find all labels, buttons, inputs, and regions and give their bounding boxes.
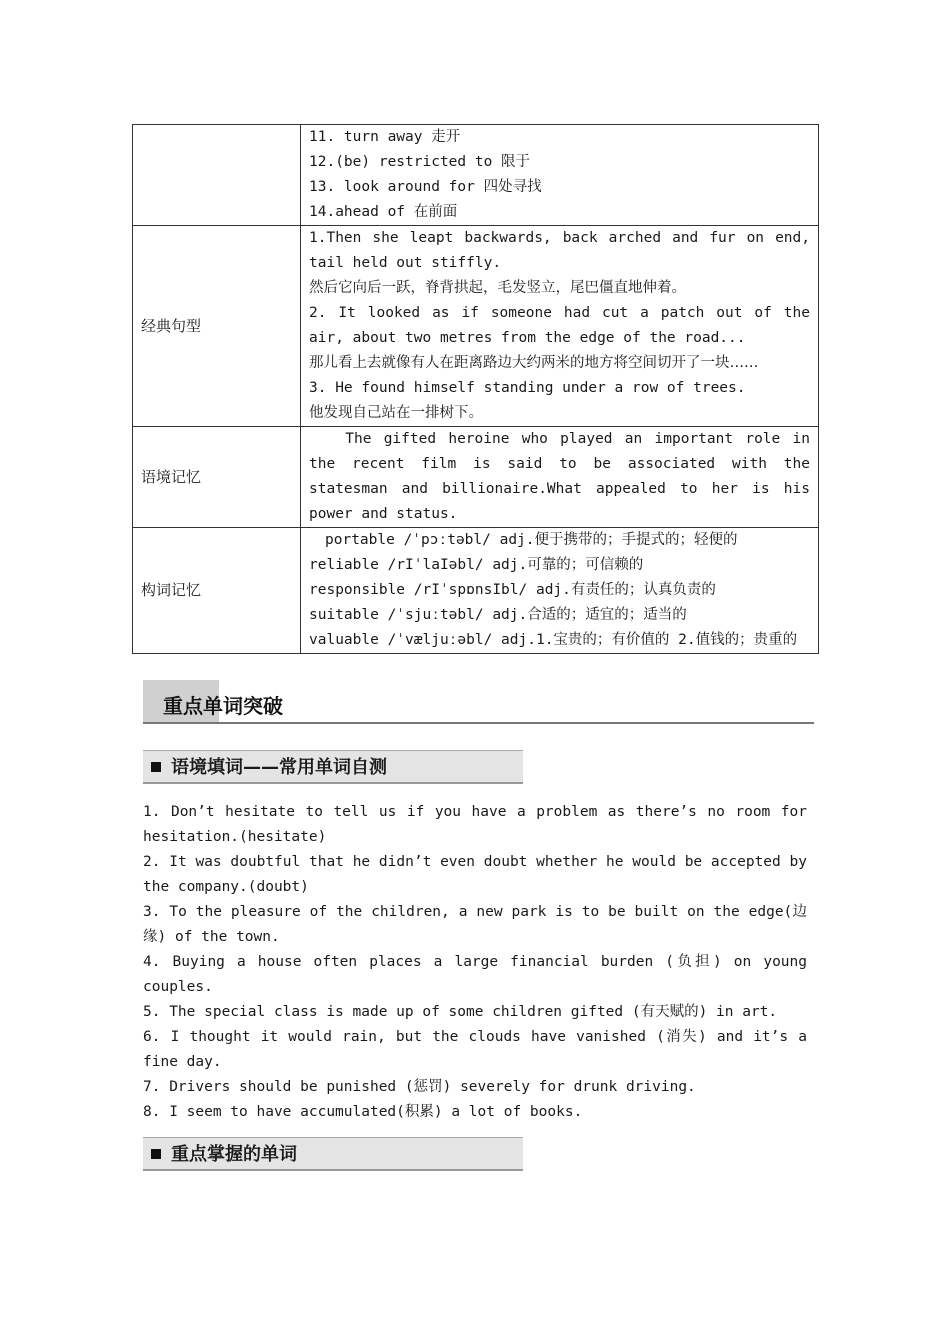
table-row-context [133,427,819,528]
row-label: 经典句型 [133,226,301,427]
word-entry: valuable /ˈvæljuːəbl/ adj.1.宝贵的；有价值的 2.值钱的；贵重的 [309,632,798,648]
exercise-item: 8. I seem to have accumulated(积累) a lot of books. [143,1104,583,1120]
square-bullet-icon [151,762,161,772]
vocabulary-table [132,124,819,654]
word-entry: responsible /rIˈspɒnsIbl/ adj.有责任的；认真负责的 [309,582,716,598]
word-entry: portable /ˈpɔːtəbl/ adj.便于携带的；手提式的；轻便的 [325,532,738,548]
exercise-item: 1. Don’t hesitate to tell us if you have a problem as there’s no room for hesitation.(hesitate) [143,804,807,845]
context-text: The gifted heroine who played an important role in the recent film is said to be associated with the statesman and billionaire.What appealed to her is his power and status. [309,431,810,522]
row-label: 语境记忆 [133,427,301,528]
phrase-item: 14.ahead of 在前面 [309,204,458,220]
subsection-title: 重点掌握的单词 [171,1144,297,1165]
sentence-en: 1.Then she leapt backwards, back arched and fur on end, tail held out stiffly. [309,230,810,271]
row-label [133,125,301,226]
word-entry: reliable /rIˈlaIəbl/ adj.可靠的；可信赖的 [309,557,644,573]
square-bullet-icon [151,1149,161,1159]
sentence-list [301,226,819,427]
sentence-en: 2. It looked as if someone had cut a patch out of the air, about two metres from the edge of the road... [309,305,810,346]
word-list [301,528,819,654]
exercise-item: 7. Drivers should be punished (惩罚) severely for drunk driving. [143,1079,696,1095]
phrase-list [301,125,819,226]
exercise-item: 3. To the pleasure of the children, a new park is to be built on the edge(边缘) of the town. [143,904,807,945]
phrase-item: 13. look around for 四处寻找 [309,179,542,195]
row-label: 构词记忆 [133,528,301,654]
table-row-phrases [133,125,819,226]
context-paragraph [301,427,819,528]
phrase-item: 11. turn away 走开 [309,129,461,145]
exercise-list [143,800,807,1125]
section-title: 重点单词突破 [163,694,283,718]
phrase-item: 12.(be) restricted to 限于 [309,154,531,170]
exercise-item: 2. It was doubtful that he didn’t even doubt whether he would be accepted by the company.(doubt) [143,854,807,895]
subsection-header-key-words [143,1137,523,1171]
exercise-item: 5. The special class is made up of some children gifted (有天赋的) in art. [143,1004,778,1020]
sentence-zh: 那儿看上去就像有人在距离路边大约两米的地方将空间切开了一块…… [309,355,759,371]
table-row-wordbuilding [133,528,819,654]
sentence-zh: 他发现自己站在一排树下。 [309,405,483,421]
exercise-item: 6. I thought it would rain, but the clouds have vanished (消失) and it’s a fine day. [143,1029,807,1070]
subsection-header-fill-words [143,750,523,784]
sentence-en: 3. He found himself standing under a row of trees. [309,380,746,396]
word-entry: suitable /ˈsjuːtəbl/ adj.合适的；适宜的；适当的 [309,607,687,623]
exercise-item: 4. Buying a house often places a large financial burden (负担) on young couples. [143,954,807,995]
section-header [143,680,814,724]
sentence-zh: 然后它向后一跃，脊背拱起，毛发竖立，尾巴僵直地伸着。 [309,280,686,296]
subsection-title: 语境填词——常用单词自测 [171,757,387,778]
table-row-sentences [133,226,819,427]
